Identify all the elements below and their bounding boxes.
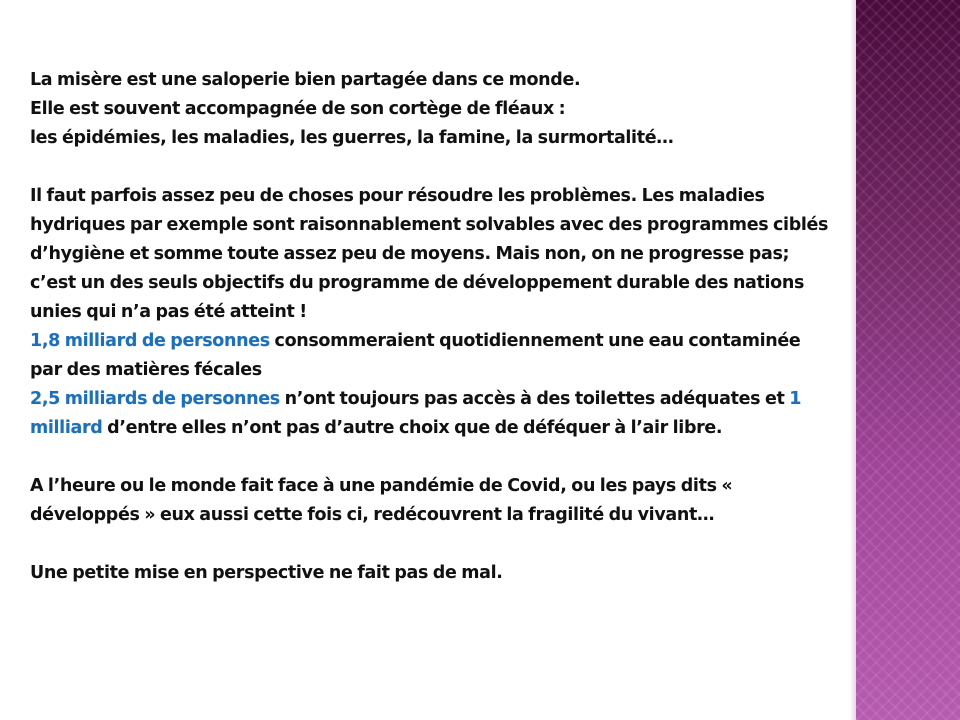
closing-line: Une petite mise en perspective ne fait pas de mal. [30,563,503,583]
intro-line-3: les épidémies, les maladies, les guerres, la famine, la surmortalité… [30,128,674,148]
stat-highlight-toilets: 2,5 milliards de personnes [30,389,280,409]
intro-line-2: Elle est souvent accompagnée de son cortège de fléaux : [30,99,566,119]
stat-highlight-water: 1,8 milliard de personnes [30,331,270,351]
statistic-toilets [30,385,835,443]
intro-line-1: La misère est une saloperie bien partagée dans ce monde. [30,70,581,90]
stat-text-toilets: n’ont toujours pas accès à des toilettes adéquates et [279,389,790,409]
paragraph-spacer [30,443,835,472]
slide-body-text [30,66,835,588]
paragraph-spacer [30,153,835,182]
statistic-water [30,327,835,385]
stat-highlight-open-air: 1 milliard [30,389,802,438]
stat-text-water: consommeraient quotidiennement une eau contaminée par des matières fécales [30,331,801,380]
problem-paragraph: Il faut parfois assez peu de choses pour résoudre les problèmes. Les maladies hydriques par exemple sont raisonnablement solvables avec des programmes ciblés d’hygiène et somme toute assez peu de moyens. Mais non, on ne progresse pas; c’est un des seuls objectifs du programme de développement durable des nations unies qui n’a pas été atteint ! [30,186,829,322]
paragraph-spacer [30,530,835,559]
covid-paragraph: A l’heure ou le monde fait face à une pandémie de Covid, ou les pays dits « développés » eux aussi cette fois ci, redécouvrent la fragilité du vivant… [30,476,733,525]
stat-text-open-air: d’entre elles n’ont pas d’autre choix que de déféquer à l’air libre. [102,418,723,438]
decorative-side-panel [856,0,960,720]
